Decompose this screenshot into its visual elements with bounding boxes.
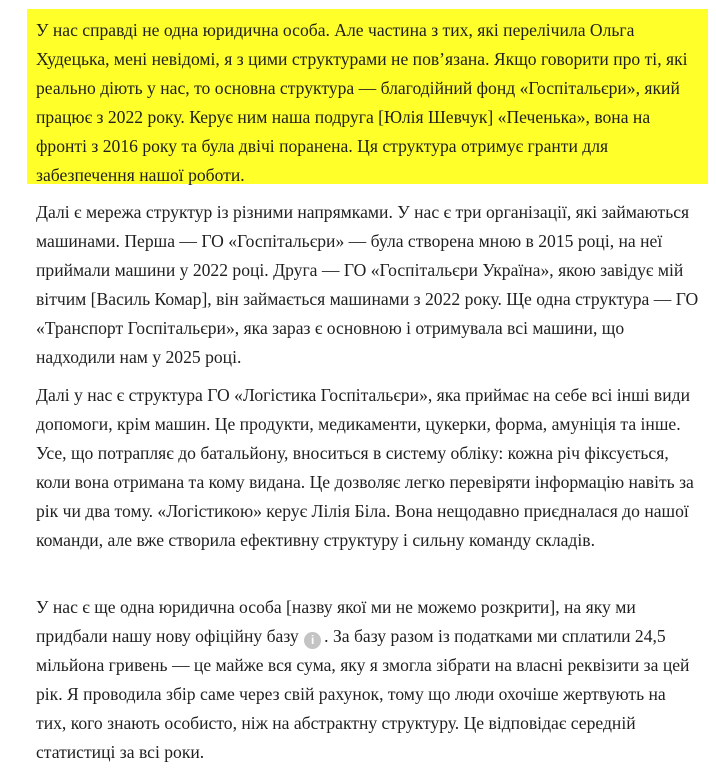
paragraph-new-base xyxy=(0,593,700,767)
paragraph-text-after-icon: . За базу разом із податками ми сплатили 24,5 мільйона гривень — це майже вся сума, яку я змогла зібрати на власні реквізити за цей рік. Я проводила збір саме через свій рахунок, тому що люди охочіше жертвують на тих, кого знають особисто, ніж на абстрактну структуру. Це відповідає середній статистиці за всі роки. xyxy=(36,626,690,762)
highlighted-paragraph: У нас справді не одна юридична особа. Але частина з тих, які перелічила Ольга Худецька, мені невідомі, я з цими структурами не пов’язана. Якщо говорити про ті, які реально діють у нас, то основна структура — благодійний фонд «Госпітальєри», який працює з 2022 року. Керує ним наша подруга [Юлія Шевчук] «Печенька», вона на фронті з 2016 року та була двічі поранена. Ця структура отримує гранти для забезпечення нашої роботи. xyxy=(36,20,688,185)
paragraph-logistics: Далі у нас є структура ГО «Логістика Госпітальєри», яка приймає на себе всі інші види допомоги, крім машин. Це продукти, медикаменти, цукерки, форма, амуніція та інше. Усе, що потрапляє до батальйону, вноситься в систему обліку: кожна річ фіксується, коли вона отримана та кому видана. Це дозволяє легко перевіряти інформацію навіть за рік чи два тому. «Логістикою» керує Лілія Біла. Вона нещодавно приєдналася до нашої команди, але вже створила ефективну структуру і сильну команду складів. xyxy=(36,385,694,550)
highlighted-quote-block xyxy=(27,9,708,184)
paragraph-vehicle-organizations: Далі є мережа структур із різними напрямками. У нас є три організації, які займаються машинами. Перша — ГО «Госпітальєри» — була створена мною в 2015 році, на неї приймали машини у 2022 році. Друга — ГО «Госпітальєри Україна», якою завідує мій вітчим [Василь Комар], він займається машинами з 2022 року. Ще одна структура — ГО «Транспорт Госпітальєри», яка зараз є основною і отримувала всі машини, що надходили нам у 2025 році. xyxy=(36,202,699,367)
info-icon[interactable]: i xyxy=(304,632,321,649)
paragraph-text-before-icon: У нас є ще одна юридична особа [назву якої ми не можемо розкрити], на яку ми придбали нашу нову офіційну базу xyxy=(36,597,636,646)
